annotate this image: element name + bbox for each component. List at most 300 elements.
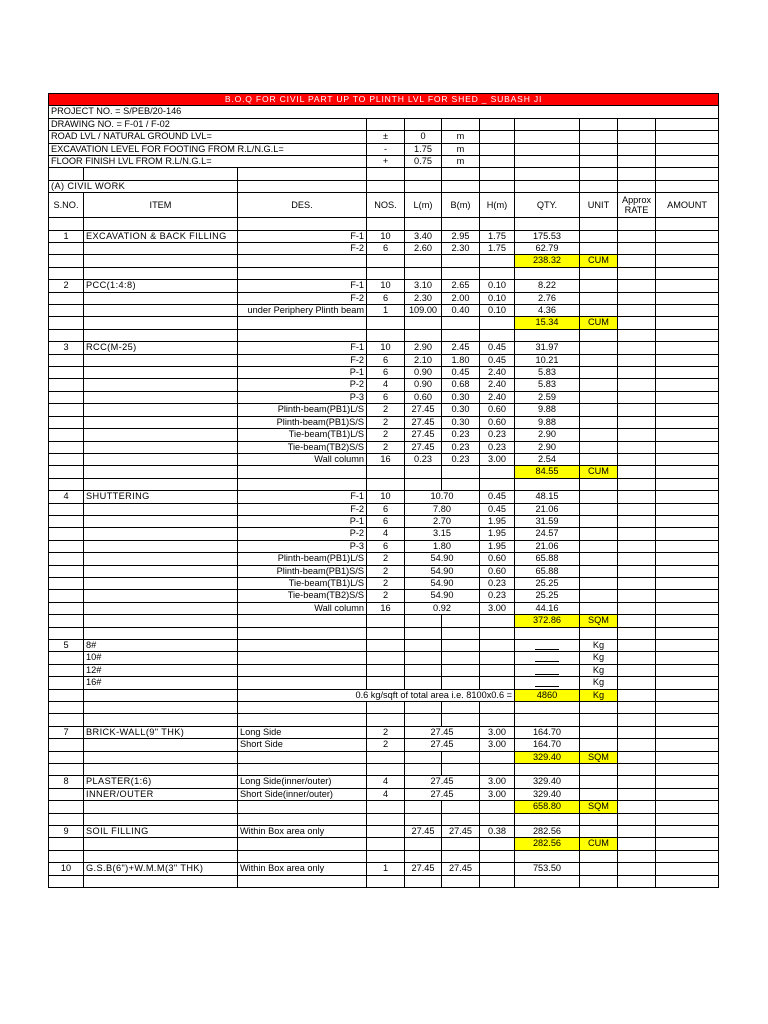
item-nos: 2 bbox=[367, 416, 405, 428]
item-unit: Kg bbox=[580, 677, 618, 689]
blank-line bbox=[535, 641, 559, 650]
item-quantity: 31.59 bbox=[515, 515, 580, 527]
item-sno: 4 bbox=[49, 491, 84, 503]
item-height: 2.40 bbox=[480, 367, 515, 379]
item-quantity: 9.88 bbox=[515, 404, 580, 416]
item-description: F-1 bbox=[238, 280, 367, 292]
item-breadth: 2.45 bbox=[442, 342, 480, 354]
item-row bbox=[49, 441, 719, 453]
level-row bbox=[49, 131, 719, 143]
item-length: 0.92 bbox=[405, 602, 480, 614]
item-nos: 6 bbox=[367, 391, 405, 403]
total-unit: SQM bbox=[580, 751, 618, 763]
item-description: Long Side bbox=[238, 726, 367, 738]
item-row bbox=[49, 565, 719, 577]
item-description: P-2 bbox=[238, 379, 367, 391]
total-quantity: 238.32 bbox=[515, 255, 580, 267]
item-quantity: 175.53 bbox=[515, 230, 580, 242]
item-nos: 1 bbox=[367, 305, 405, 317]
item-total-row bbox=[49, 466, 719, 478]
item-breadth: 2.00 bbox=[442, 292, 480, 304]
item-nos: 4 bbox=[367, 788, 405, 800]
item-height: 1.95 bbox=[480, 528, 515, 540]
level-value: 1.75 bbox=[405, 143, 442, 155]
item-description: Within Box area only bbox=[238, 863, 367, 875]
header-amount: AMOUNT bbox=[656, 193, 719, 218]
item-length: 0.90 bbox=[405, 367, 442, 379]
total-unit: CUM bbox=[580, 466, 618, 478]
item-row bbox=[49, 230, 719, 242]
item-row bbox=[49, 280, 719, 292]
item-description: F-2 bbox=[238, 292, 367, 304]
blank-row bbox=[49, 875, 719, 887]
item-breadth: 0.23 bbox=[442, 429, 480, 441]
item-sno: 8 bbox=[49, 776, 84, 788]
item-length: 27.45 bbox=[405, 416, 442, 428]
item-breadth: 2.65 bbox=[442, 280, 480, 292]
total-quantity: 282.56 bbox=[515, 838, 580, 850]
item-length: 27.45 bbox=[405, 429, 442, 441]
item-height: 0.60 bbox=[480, 416, 515, 428]
item-description: Wall column bbox=[238, 453, 367, 465]
item-breadth: 27.45 bbox=[442, 826, 480, 838]
total-unit: SQM bbox=[580, 615, 618, 627]
project-number: PROJECT NO. = S/PEB/20-146 bbox=[49, 106, 719, 118]
steel-bar-size: 12# bbox=[84, 664, 238, 676]
item-length: 0.60 bbox=[405, 391, 442, 403]
item-total-row bbox=[49, 801, 719, 813]
item-row bbox=[49, 491, 719, 503]
item-description: Tie-beam(TB1)L/S bbox=[238, 429, 367, 441]
level-row bbox=[49, 143, 719, 155]
item-height: 0.60 bbox=[480, 404, 515, 416]
header-rate: Approx RATE bbox=[618, 193, 656, 218]
item-quantity: 25.25 bbox=[515, 590, 580, 602]
sheet-title: B.O.Q FOR CIVIL PART UP TO PLINTH LVL FOR SHED _ SUBASH JI bbox=[49, 94, 719, 106]
item-quantity-blank bbox=[515, 664, 580, 676]
item-row bbox=[49, 515, 719, 527]
item-quantity: 44.16 bbox=[515, 602, 580, 614]
item-description: P-1 bbox=[238, 515, 367, 527]
item-nos: 10 bbox=[367, 280, 405, 292]
item-length: 27.45 bbox=[405, 726, 480, 738]
level-unit: m bbox=[442, 131, 480, 143]
item-row bbox=[49, 553, 719, 565]
item-unit: Kg bbox=[580, 639, 618, 651]
item-length: 54.90 bbox=[405, 577, 480, 589]
blank-row bbox=[49, 714, 719, 726]
total-quantity: 4860 bbox=[515, 689, 580, 701]
item-height: 1.75 bbox=[480, 230, 515, 242]
item-breadth: 2.30 bbox=[442, 243, 480, 255]
blank-row bbox=[49, 702, 719, 714]
item-description: Long Side(inner/outer) bbox=[238, 776, 367, 788]
total-quantity: 329.40 bbox=[515, 751, 580, 763]
item-quantity: 282.56 bbox=[515, 826, 580, 838]
item-description: Plinth-beam(PB1)S/S bbox=[238, 565, 367, 577]
item-description: Short Side bbox=[238, 739, 367, 751]
item-quantity: 65.88 bbox=[515, 565, 580, 577]
item-sno: 10 bbox=[49, 863, 84, 875]
item-height: 0.10 bbox=[480, 280, 515, 292]
item-length: 2.70 bbox=[405, 515, 480, 527]
item-sno: 7 bbox=[49, 726, 84, 738]
item-height: 3.00 bbox=[480, 788, 515, 800]
header-qty: QTY. bbox=[515, 193, 580, 218]
item-sno: 2 bbox=[49, 280, 84, 292]
header-l: L(m) bbox=[405, 193, 442, 218]
item-height: 0.10 bbox=[480, 305, 515, 317]
header-sno: S.NO. bbox=[49, 193, 84, 218]
item-height: 0.10 bbox=[480, 292, 515, 304]
item-quantity: 25.25 bbox=[515, 577, 580, 589]
header-item: ITEM bbox=[84, 193, 238, 218]
item-length: 54.90 bbox=[405, 590, 480, 602]
item-nos: 16 bbox=[367, 602, 405, 614]
item-quantity: 164.70 bbox=[515, 739, 580, 751]
item-nos: 2 bbox=[367, 590, 405, 602]
item-total-row bbox=[49, 838, 719, 850]
item-quantity: 329.40 bbox=[515, 776, 580, 788]
item-row bbox=[49, 416, 719, 428]
item-row bbox=[49, 528, 719, 540]
item-quantity-blank bbox=[515, 652, 580, 664]
item-name: BRICK-WALL(9" THK) bbox=[84, 726, 238, 738]
blank-line bbox=[535, 678, 559, 687]
item-height: 3.00 bbox=[480, 453, 515, 465]
item-nos: 6 bbox=[367, 243, 405, 255]
item-length: 27.45 bbox=[405, 404, 442, 416]
item-quantity: 21.06 bbox=[515, 503, 580, 515]
item-breadth: 0.30 bbox=[442, 391, 480, 403]
item-sno: 5 bbox=[49, 639, 84, 651]
steel-bar-size: 16# bbox=[84, 677, 238, 689]
item-quantity: 329.40 bbox=[515, 788, 580, 800]
item-quantity: 24.57 bbox=[515, 528, 580, 540]
item-quantity: 21.06 bbox=[515, 540, 580, 552]
level-unit: m bbox=[442, 156, 480, 168]
level-sign: - bbox=[367, 143, 405, 155]
item-row bbox=[49, 726, 719, 738]
item-height: 0.45 bbox=[480, 503, 515, 515]
item-row bbox=[49, 776, 719, 788]
item-nos: 2 bbox=[367, 404, 405, 416]
item-unit: Kg bbox=[580, 652, 618, 664]
item-height: 0.23 bbox=[480, 590, 515, 602]
item-nos: 4 bbox=[367, 528, 405, 540]
blank-row bbox=[49, 267, 719, 279]
blank-line bbox=[535, 653, 559, 662]
level-sign: ± bbox=[367, 131, 405, 143]
item-quantity: 10.21 bbox=[515, 354, 580, 366]
total-unit: Kg bbox=[580, 689, 618, 701]
item-length: 2.10 bbox=[405, 354, 442, 366]
item-breadth: 0.45 bbox=[442, 367, 480, 379]
item-description: Plinth-beam(PB1)L/S bbox=[238, 404, 367, 416]
item-nos: 1 bbox=[367, 863, 405, 875]
item-length: 2.60 bbox=[405, 243, 442, 255]
item-breadth: 0.68 bbox=[442, 379, 480, 391]
boq-sheet bbox=[48, 93, 719, 888]
item-breadth: 1.80 bbox=[442, 354, 480, 366]
level-row bbox=[49, 156, 719, 168]
item-description: Wall column bbox=[238, 602, 367, 614]
level-value: 0 bbox=[405, 131, 442, 143]
item-nos: 6 bbox=[367, 292, 405, 304]
item-row bbox=[49, 342, 719, 354]
item-unit: Kg bbox=[580, 664, 618, 676]
level-unit: m bbox=[442, 143, 480, 155]
level-label: EXCAVATION LEVEL FOR FOOTING FROM R.L/N.G.L= bbox=[49, 143, 367, 155]
level-value: 0.75 bbox=[405, 156, 442, 168]
blank-row bbox=[49, 218, 719, 230]
item-row bbox=[49, 639, 719, 651]
total-quantity: 15.34 bbox=[515, 317, 580, 329]
item-row bbox=[49, 429, 719, 441]
item-breadth: 27.45 bbox=[442, 863, 480, 875]
item-name: EXCAVATION & BACK FILLING bbox=[84, 230, 238, 242]
item-quantity: 2.54 bbox=[515, 453, 580, 465]
item-row bbox=[49, 664, 719, 676]
item-nos: 6 bbox=[367, 367, 405, 379]
item-sno: 3 bbox=[49, 342, 84, 354]
item-name: RCC(M-25) bbox=[84, 342, 238, 354]
item-breadth: 0.23 bbox=[442, 453, 480, 465]
blank-row bbox=[49, 478, 719, 490]
item-name: PLASTER(1:6) bbox=[84, 776, 238, 788]
item-height: 2.40 bbox=[480, 379, 515, 391]
total-quantity: 84.55 bbox=[515, 466, 580, 478]
item-description: Within Box area only bbox=[238, 826, 367, 838]
item-quantity: 753.50 bbox=[515, 863, 580, 875]
item-nos: 6 bbox=[367, 503, 405, 515]
header-des: DES. bbox=[238, 193, 367, 218]
item-description: Plinth-beam(PB1)S/S bbox=[238, 416, 367, 428]
item-nos: 4 bbox=[367, 776, 405, 788]
item-breadth: 0.23 bbox=[442, 441, 480, 453]
level-label: ROAD LVL / NATURAL GROUND LVL= bbox=[49, 131, 367, 143]
item-row bbox=[49, 391, 719, 403]
item-quantity: 2.90 bbox=[515, 429, 580, 441]
item-total-row bbox=[49, 615, 719, 627]
item-name: PCC(1:4:8) bbox=[84, 280, 238, 292]
item-height: 3.00 bbox=[480, 602, 515, 614]
title-row bbox=[49, 94, 719, 106]
header-unit: UNIT bbox=[580, 193, 618, 218]
item-quantity: 2.76 bbox=[515, 292, 580, 304]
item-height: 0.45 bbox=[480, 342, 515, 354]
item-quantity: 9.88 bbox=[515, 416, 580, 428]
item-height: 3.00 bbox=[480, 739, 515, 751]
item-quantity: 65.88 bbox=[515, 553, 580, 565]
item-row bbox=[49, 652, 719, 664]
item-description: F-1 bbox=[238, 491, 367, 503]
blank-row bbox=[49, 627, 719, 639]
item-height: 0.60 bbox=[480, 553, 515, 565]
blank-row bbox=[49, 764, 719, 776]
item-nos: 16 bbox=[367, 453, 405, 465]
item-nos: 2 bbox=[367, 429, 405, 441]
blank-row bbox=[49, 850, 719, 862]
item-row bbox=[49, 404, 719, 416]
item-description: Tie-beam(TB1)L/S bbox=[238, 577, 367, 589]
item-length: 7.80 bbox=[405, 503, 480, 515]
item-quantity: 164.70 bbox=[515, 726, 580, 738]
item-quantity: 48.15 bbox=[515, 491, 580, 503]
item-description: Short Side(inner/outer) bbox=[238, 788, 367, 800]
item-length: 27.45 bbox=[405, 441, 442, 453]
item-row bbox=[49, 602, 719, 614]
item-length: 27.45 bbox=[405, 788, 480, 800]
item-name: G.S.B(6")+W.M.M(3" THK) bbox=[84, 863, 238, 875]
item-quantity: 31.97 bbox=[515, 342, 580, 354]
item-height: 2.40 bbox=[480, 391, 515, 403]
item-nos: 2 bbox=[367, 565, 405, 577]
level-label: FLOOR FINISH LVL FROM R.L/N.G.L= bbox=[49, 156, 367, 168]
item-length: 1.80 bbox=[405, 540, 480, 552]
total-unit: CUM bbox=[580, 317, 618, 329]
item-row bbox=[49, 826, 719, 838]
item-row bbox=[49, 292, 719, 304]
item-quantity: 62.79 bbox=[515, 243, 580, 255]
total-unit: CUM bbox=[580, 255, 618, 267]
item-breadth: 0.30 bbox=[442, 416, 480, 428]
item-height: 0.45 bbox=[480, 491, 515, 503]
item-row bbox=[49, 503, 719, 515]
item-row bbox=[49, 788, 719, 800]
item-height: 1.95 bbox=[480, 540, 515, 552]
item-nos: 2 bbox=[367, 441, 405, 453]
item-length: 0.23 bbox=[405, 453, 442, 465]
item-length: 0.90 bbox=[405, 379, 442, 391]
level-sign: + bbox=[367, 156, 405, 168]
item-description: F-1 bbox=[238, 342, 367, 354]
item-nos: 6 bbox=[367, 540, 405, 552]
item-nos: 2 bbox=[367, 739, 405, 751]
item-quantity-blank bbox=[515, 639, 580, 651]
item-description: F-2 bbox=[238, 503, 367, 515]
item-length: 54.90 bbox=[405, 553, 480, 565]
item-nos bbox=[367, 826, 405, 838]
item-description: F-2 bbox=[238, 354, 367, 366]
section-label: (A) CIVIL WORK bbox=[49, 180, 238, 192]
item-row bbox=[49, 540, 719, 552]
item-quantity: 8.22 bbox=[515, 280, 580, 292]
item-sno: 1 bbox=[49, 230, 84, 242]
item-quantity: 2.59 bbox=[515, 391, 580, 403]
item-length: 27.45 bbox=[405, 826, 442, 838]
item-row bbox=[49, 863, 719, 875]
item-length: 27.45 bbox=[405, 776, 480, 788]
item-row bbox=[49, 243, 719, 255]
item-name: SOIL FILLING bbox=[84, 826, 238, 838]
item-description: P-3 bbox=[238, 540, 367, 552]
item-nos: 4 bbox=[367, 379, 405, 391]
item-row bbox=[49, 305, 719, 317]
item-row bbox=[49, 677, 719, 689]
item-nos: 2 bbox=[367, 577, 405, 589]
item-height: 1.75 bbox=[480, 243, 515, 255]
item-quantity-blank bbox=[515, 677, 580, 689]
total-quantity: 658.80 bbox=[515, 801, 580, 813]
item-height: 0.38 bbox=[480, 826, 515, 838]
item-description: P-3 bbox=[238, 391, 367, 403]
blank-row bbox=[49, 329, 719, 341]
item-row bbox=[49, 379, 719, 391]
item-nos: 10 bbox=[367, 342, 405, 354]
blank-row bbox=[49, 813, 719, 825]
header-h: H(m) bbox=[480, 193, 515, 218]
item-quantity: 5.83 bbox=[515, 379, 580, 391]
item-quantity: 4.36 bbox=[515, 305, 580, 317]
item-length: 109.00 bbox=[405, 305, 442, 317]
drawing-number: DRAWING NO. = F-01 / F-02 bbox=[49, 118, 367, 130]
item-description: F-1 bbox=[238, 230, 367, 242]
item-height bbox=[480, 863, 515, 875]
item-description: Tie-beam(TB2)S/S bbox=[238, 441, 367, 453]
item-height: 0.60 bbox=[480, 565, 515, 577]
steel-bar-size: 8# bbox=[84, 639, 238, 651]
item-nos: 6 bbox=[367, 515, 405, 527]
project-row bbox=[49, 106, 719, 118]
item-row bbox=[49, 739, 719, 751]
item-height: 3.00 bbox=[480, 776, 515, 788]
total-unit: CUM bbox=[580, 838, 618, 850]
header-nos: NOS. bbox=[367, 193, 405, 218]
item-row bbox=[49, 354, 719, 366]
item-length: 3.15 bbox=[405, 528, 480, 540]
item-breadth: 0.30 bbox=[442, 404, 480, 416]
item-description: Plinth-beam(PB1)L/S bbox=[238, 553, 367, 565]
item-length: 27.45 bbox=[405, 863, 442, 875]
item-length: 3.10 bbox=[405, 280, 442, 292]
item-length: 27.45 bbox=[405, 739, 480, 751]
item-quantity: 5.83 bbox=[515, 367, 580, 379]
item-height: 0.45 bbox=[480, 354, 515, 366]
item-total-row bbox=[49, 255, 719, 267]
section-row bbox=[49, 180, 719, 192]
item-name: SHUTTERING bbox=[84, 491, 238, 503]
item-height: 0.23 bbox=[480, 429, 515, 441]
item-height: 0.23 bbox=[480, 441, 515, 453]
total-quantity: 372.86 bbox=[515, 615, 580, 627]
item-nos: 2 bbox=[367, 726, 405, 738]
header-row bbox=[49, 193, 719, 218]
item-nos: 6 bbox=[367, 354, 405, 366]
item-description: Tie-beam(TB2)S/S bbox=[238, 590, 367, 602]
item-nos: 2 bbox=[367, 553, 405, 565]
item-nos: 10 bbox=[367, 230, 405, 242]
item-description: under Periphery Plinth beam bbox=[238, 305, 367, 317]
item-description: P-1 bbox=[238, 367, 367, 379]
item-nos: 10 bbox=[367, 491, 405, 503]
item-total-row bbox=[49, 317, 719, 329]
blank-row bbox=[49, 168, 719, 180]
item-row bbox=[49, 367, 719, 379]
item-quantity: 2.90 bbox=[515, 441, 580, 453]
blank-line bbox=[535, 666, 559, 675]
item-length: 54.90 bbox=[405, 565, 480, 577]
item-height: 0.23 bbox=[480, 577, 515, 589]
item-sno: 9 bbox=[49, 826, 84, 838]
item-length: 10.70 bbox=[405, 491, 480, 503]
item-length: 3.40 bbox=[405, 230, 442, 242]
item-description: F-2 bbox=[238, 243, 367, 255]
header-b: B(m) bbox=[442, 193, 480, 218]
total-unit: SQM bbox=[580, 801, 618, 813]
item-length: 2.30 bbox=[405, 292, 442, 304]
steel-bar-size: 10# bbox=[84, 652, 238, 664]
